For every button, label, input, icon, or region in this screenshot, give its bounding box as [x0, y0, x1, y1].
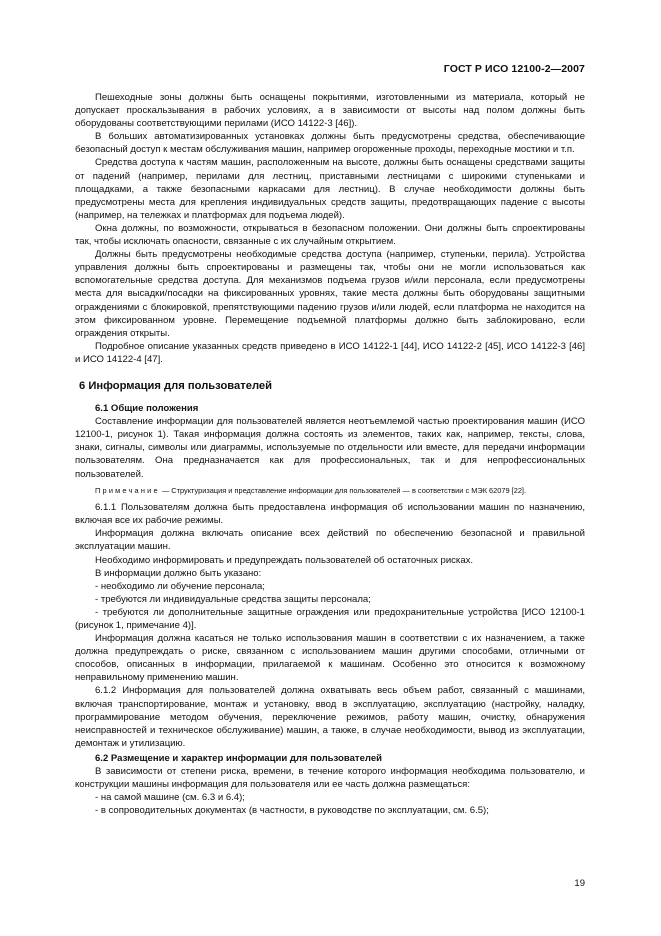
paragraph: В больших автоматизированных установках должны быть предусмотрены средства, обеспечивающие безопасный доступ к местам обслуживания машин, например огороженные проходы, переходные мостики и т.п. — [75, 131, 585, 156]
list-item: - требуются ли индивидуальные средства защиты персонала; — [95, 593, 371, 605]
list-item: - необходимо ли обучение персонала; — [95, 580, 265, 592]
list-item: - на самой машине (см. 6.3 и 6.4); — [95, 792, 245, 804]
paragraph: Пешеходные зоны должны быть оснащены покрытиями, изготовленными из материала, который не допускает проскальзывания в рабочих условиях, а в зависимости от высоты над полом должны быть оборудованы соответствующими перилами (ИСО 14122-3 [46]). — [75, 92, 585, 130]
section-heading: 6 Информация для пользователей — [79, 379, 272, 392]
note-text: — Структуризация и представление информации для пользователей — в соответствии с МЭК 62079 [22]. — [159, 485, 527, 495]
paragraph: Необходимо информировать и предупреждать пользователей об остаточных рисках. — [95, 554, 474, 566]
paragraph: 6.1.2 Информация для пользователей должна охватывать весь объем работ, связанный с машинами, включая транспортирование, монтаж и установку, ввод в эксплуатацию, эксплуатацию (настройку, наладку, программирование методом обучения, переключение режимов, работу машин, очистку, обнаружения неисправностей и техническое обслуживание) машин, а также, в случае необходимости, вывод из эксплуатации, демонтаж и утилизацию. — [75, 685, 585, 749]
paragraph: Составление информации для пользователей является неотъемлемой частью проектирования машин (ИСО 12100-1, рисунок 1). Такая информация должна состоять из элементов, таких как, например, тексты, слова, знаки, сигналы, символы или диаграммы, используемые по отдельности или вместе, для передачи информации пользователям. Она предназначается как для профессиональных, так и для непрофессиональных пользователей. — [75, 416, 585, 480]
list-item: - требуются ли дополнительные защитные ограждения или предохранительные устройства [ИСО 12100-1 (рисунок 1, примечание 4)]. — [75, 606, 585, 631]
paragraph: 6.1.1 Пользователям должна быть предоставлена информация об использовании машин по назначению, включая все их рабочие режимы. — [75, 502, 585, 527]
paragraph: Подробное описание указанных средств приведено в ИСО 14122-1 [44], ИСО 14122-2 [45], ИСО 14122-3 [46] и ИСО 14122-4 [47]. — [75, 340, 585, 365]
note-label: Примечание — [95, 485, 160, 495]
paragraph: Информация должна включать описание всех действий по обеспечению безопасной и правильной эксплуатации машин. — [75, 528, 585, 553]
paragraph: Средства доступа к частям машин, расположенным на высоте, должны быть оснащены средствами защиты от падений (например, перилами для лестниц, приставными лестницами с широкими ступеньками и площадками, а также безопасными каркасами для лестниц). В случае необходимости должны быть предусмотрены места для крепления индивидуальных средств защиты, предотвращающих падение с высоты (например, на тележках и платформах для подъема людей). — [75, 157, 585, 221]
document-header: ГОСТ Р ИСО 12100-2—2007 — [443, 63, 585, 75]
paragraph: Должны быть предусмотрены необходимые средства доступа (например, ступеньки, перила). Устройства управления должны быть спроектированы и размещены так, чтобы они не могли использоваться как вспомогательные средства доступа. Для механизмов подъема грузов и/или персонала, если предусмотрены места для высадки/посадки на фиксированных уровнях, такие места должны быть оборудованы защитными ограждениями с блокировкой, препятствующими падению грузов и/или людей, если платформа не находится на этом фиксированном уровне. Перемещение подъемной платформы должно быть заблокировано, если ограждения открыты. — [75, 249, 585, 339]
subsection-heading: 6.2 Размещение и характер информации для пользователей — [95, 752, 383, 764]
page-number: 19 — [574, 878, 585, 889]
note — [75, 486, 585, 497]
subsection-heading: 6.1 Общие положения — [95, 403, 199, 415]
paragraph: Окна должны, по возможности, открываться в безопасном положении. Они должны быть спроектированы так, чтобы исключать опасности, связанные с их случайным открытием. — [75, 222, 585, 248]
document-body — [75, 91, 585, 817]
paragraph: В информации должно быть указано: — [95, 567, 262, 579]
list-item: - в сопроводительных документах (в частности, в руководстве по эксплуатации, см. 6.5); — [95, 805, 489, 817]
paragraph: Информация должна касаться не только использования машин в соответствии с их назначением, а также должна предупреждать о риске, связанном с использованием машин другими способами, отличными от способов, описанных в информации, прилагаемой к машинам. Особенно это относится к возможному неправильному применению машин. — [75, 633, 585, 684]
paragraph: В зависимости от степени риска, времени, в течение которого информация необходима пользователю, и конструкции машины информация для пользователя или ее часть должна размещаться: — [75, 766, 585, 791]
